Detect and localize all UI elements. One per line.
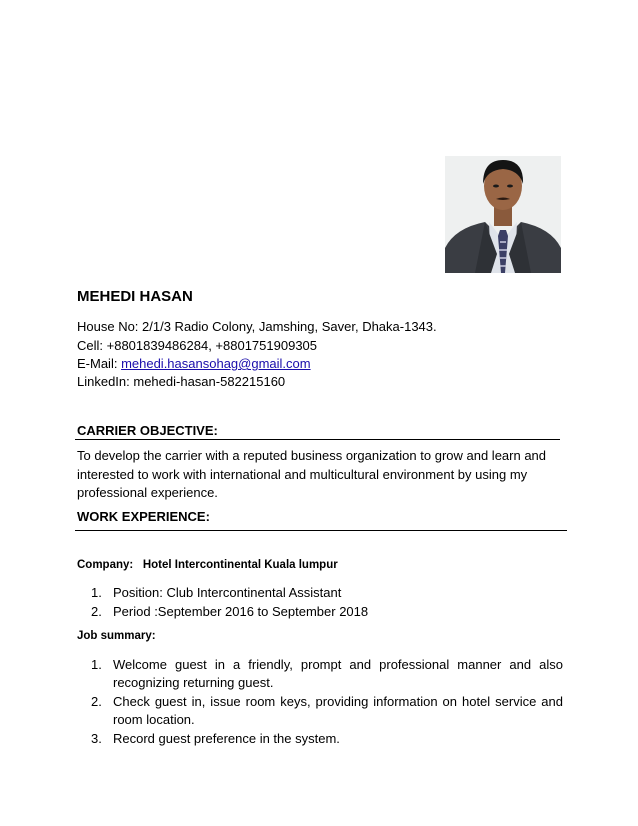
company-name: Hotel Intercontinental Kuala lumpur <box>142 559 338 571</box>
objective-heading: CARRIER OBJECTIVE: <box>77 423 218 438</box>
work-experience-heading: WORK EXPERIENCE: <box>77 509 210 524</box>
position-list <box>91 584 563 621</box>
email-link[interactable]: mehedi.hasansohag@gmail.com <box>121 356 311 371</box>
job-summary-heading: Job summary: <box>77 630 156 642</box>
list-item: 1. Position: Club Intercontinental Assistant <box>91 585 342 600</box>
profile-photo <box>445 156 561 273</box>
divider <box>75 439 560 440</box>
linkedin: LinkedIn: mehedi-hasan-582215160 <box>77 374 286 389</box>
list-item: 3. Record guest preference in the system. <box>91 731 340 746</box>
candidate-name: MEHEDI HASAN <box>77 288 193 305</box>
list-item: 2. Check guest in, issue room keys, providing information on hotel service and room location. <box>91 694 563 727</box>
email-line <box>77 356 311 371</box>
company-line <box>77 559 338 571</box>
divider <box>75 530 567 531</box>
list-item: 2. Period :September 2016 to September 2018 <box>91 604 369 619</box>
company-label: Company: <box>77 559 134 571</box>
job-summary-list <box>91 656 563 748</box>
address: House No: 2/1/3 Radio Colony, Jamshing, Saver, Dhaka-1343. <box>77 319 437 334</box>
email-label: E-Mail: <box>77 356 122 371</box>
objective-text: To develop the carrier with a reputed business organization to grow and learn and interested to work with international and multicultural environment by using my professional experience. <box>77 448 547 500</box>
list-item: 1. Welcome guest in a friendly, prompt and professional manner and also recognizing returning guest. <box>91 657 563 690</box>
cell-phone: Cell: +8801839486284, +8801751909305 <box>77 338 318 353</box>
